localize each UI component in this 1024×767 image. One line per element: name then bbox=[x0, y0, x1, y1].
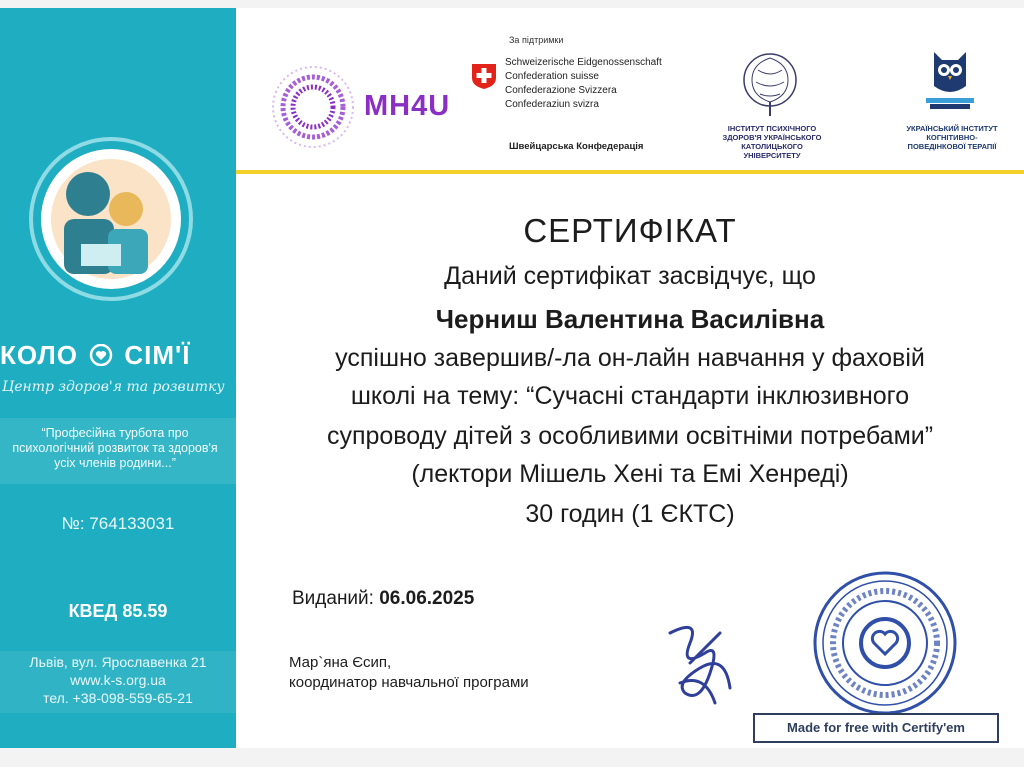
kved-code: КВЕД 85.59 bbox=[68, 601, 168, 621]
certifyem-badge[interactable]: Made for free with Certify'em bbox=[753, 713, 999, 743]
quote-line: “Професійна турбота про bbox=[41, 426, 189, 440]
mental-health-institute-logo-icon bbox=[738, 50, 802, 118]
signer-block bbox=[289, 653, 529, 693]
swiss-name: Confederaziun svizra bbox=[505, 99, 599, 110]
brand-name bbox=[0, 340, 236, 371]
institute-line: ІНСТИТУТ ПСИХІЧНОГО bbox=[727, 124, 817, 133]
cbt-institute-name bbox=[892, 124, 1012, 151]
issued-date-row bbox=[292, 588, 474, 610]
signer-role: координатор навчальної програми bbox=[289, 674, 529, 691]
signer-name: Мар`яна Єсип, bbox=[289, 654, 392, 671]
completion-text: успішно завершив/-ла он-лайн навчання у фаховій bbox=[335, 344, 925, 372]
course-topic-line-1: школі на тему: “Сучасні стандарти інклюзивного bbox=[350, 382, 910, 410]
mental-health-institute-name bbox=[712, 124, 832, 160]
brand-subtitle: Центр здоров'я та розвитку bbox=[2, 379, 225, 395]
swiss-name: Confederazione Svizzera bbox=[505, 85, 617, 96]
signature-icon bbox=[660, 613, 740, 708]
family-illustration-icon bbox=[26, 134, 196, 304]
issued-label: Виданий: bbox=[292, 588, 380, 609]
mh4u-logo-text: MH4U bbox=[364, 90, 451, 122]
slogan-quote bbox=[0, 426, 230, 471]
support-label: За підтримки bbox=[509, 35, 564, 45]
cbt-institute-owl-logo-icon bbox=[920, 42, 980, 114]
institute-line: УНІВЕРСИТЕТУ bbox=[743, 151, 801, 160]
swiss-flag-icon bbox=[470, 62, 498, 90]
swiss-ua-label: Швейцарська Конфедерація bbox=[509, 141, 644, 152]
brand-left: КОЛО bbox=[0, 340, 78, 370]
quote-line: психологічний розвиток та здоров'я bbox=[12, 441, 218, 455]
issued-date: 06.06.2025 bbox=[379, 588, 475, 609]
mh4u-circle-logo-icon bbox=[270, 64, 356, 150]
recipient-name: Черниш Валентина Василівна bbox=[435, 304, 825, 334]
institute-line: КАТОЛИЦЬКОГО bbox=[741, 142, 803, 151]
lecturers: (лектори Мішель Хені та Емі Хенреді) bbox=[411, 460, 849, 488]
certificate-page bbox=[0, 8, 1024, 748]
swiss-confederation-names bbox=[505, 56, 662, 112]
brand-right: СІМ'Ї bbox=[124, 340, 191, 370]
sidebar bbox=[0, 8, 236, 748]
official-stamp-icon bbox=[810, 568, 960, 718]
website: www.k-s.org.ua bbox=[70, 672, 166, 688]
institute-line: ПОВЕДІНКОВОЇ ТЕРАПІЇ bbox=[907, 142, 997, 151]
institute-line: ЗДОРОВ'Я УКРАЇНСЬКОГО bbox=[722, 133, 822, 142]
swiss-name: Confederation suisse bbox=[505, 71, 599, 82]
certificate-number: №: 764133031 bbox=[61, 514, 175, 533]
swiss-name: Schweizerische Eidgenossenschaft bbox=[505, 57, 662, 68]
phone: тел. +38-098-559-65-21 bbox=[43, 690, 193, 706]
certificate-intro: Даний сертифікат засвідчує, що bbox=[444, 262, 816, 290]
address: Львів, вул. Ярославенка 21 bbox=[29, 654, 207, 670]
course-topic-line-2: супроводу дітей з особливими освітніми потребами” bbox=[326, 422, 934, 450]
institute-line: УКРАЇНСЬКИЙ ІНСТИТУТ bbox=[906, 124, 998, 133]
quote-line: усіх членів родини...” bbox=[54, 456, 176, 470]
header-divider bbox=[236, 170, 1024, 174]
course-hours: 30 годин (1 ЄКТС) bbox=[525, 500, 735, 528]
brand-heart-icon bbox=[86, 344, 116, 366]
institute-line: КОГНІТИВНО- bbox=[926, 133, 978, 142]
certificate-title: СЕРТИФІКАТ bbox=[523, 212, 737, 249]
contact-block bbox=[0, 653, 236, 707]
